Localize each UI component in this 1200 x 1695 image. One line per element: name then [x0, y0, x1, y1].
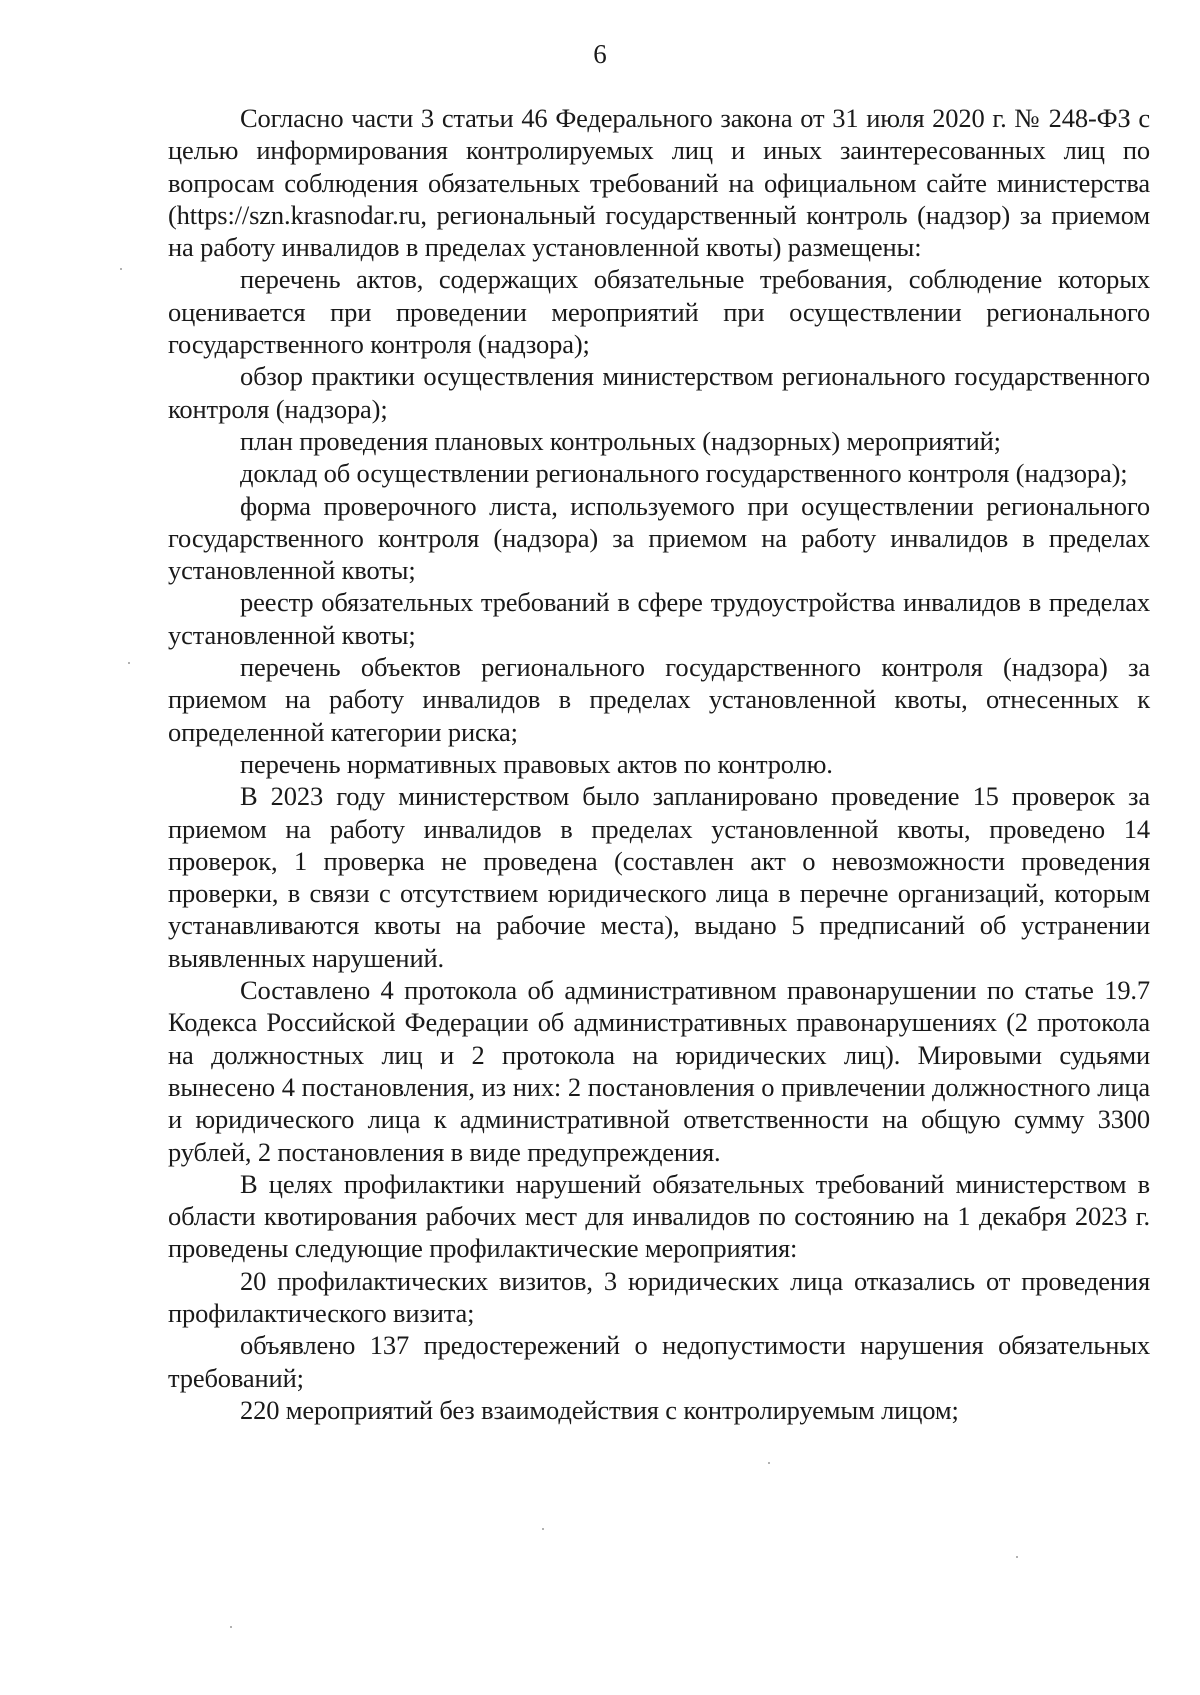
scan-speck	[120, 268, 122, 270]
page-number: 6	[593, 39, 607, 69]
list-item: 20 профилактических визитов, 3 юридических лица отказались от проведения профилактического визита;	[168, 1265, 1150, 1328]
scan-speck	[768, 1462, 770, 1464]
list-item: доклад об осуществлении регионального государственного контроля (надзора);	[240, 458, 1128, 489]
scan-speck	[542, 1528, 544, 1530]
list-item: перечень нормативных правовых актов по контролю.	[240, 748, 833, 779]
list-item: объявлено 137 предостережений о недопустимости нарушения обязательных требований;	[168, 1330, 1150, 1393]
list-item: план проведения плановых контрольных (надзорных) мероприятий;	[240, 425, 1001, 456]
document-body	[168, 102, 1150, 1426]
paragraph-protocols: Составлено 4 протокола об административном правонарушении по статье 19.7 Кодекса Российской Федерации об административных правонарушениях (2 протокола на должностных лиц и 2 протокола на юридических лиц). Мировыми судьями вынесено 4 постановления, из них: 2 постановления о привлечении должностного лица и юридического лица к административной ответственности на общую сумму 3300 рублей, 2 постановления в виде предупреждения.	[168, 975, 1150, 1167]
list-item: обзор практики осуществления министерством регионального государственного контроля (надзора);	[168, 361, 1150, 424]
list-item: 220 мероприятий без взаимодействия с контролируемым лицом;	[240, 1394, 959, 1425]
list-item: реестр обязательных требований в сфере трудоустройства инвалидов в пределах установленной квоты;	[168, 587, 1150, 650]
paragraph-legal-basis: Согласно части 3 статьи 46 Федерального закона от 31 июля 2020 г. № 248-ФЗ с целью информирования контролируемых лиц и иных заинтересованных лиц по вопросам соблюдения обязательных требований на официальном сайте министерства (https://szn.krasnodar.ru, региональный государственный контроль (надзор) за приемом на работу инвалидов в пределах установленной квоты) размещены:	[168, 103, 1150, 263]
scan-speck	[128, 662, 130, 664]
paragraph-prevention: В целях профилактики нарушений обязательных требований министерством в области квотирования рабочих мест для инвалидов по состоянию на 1 декабря 2023 г. проведены следующие профилактические мероприятия:	[168, 1168, 1150, 1264]
scan-speck	[230, 1626, 232, 1628]
paragraph-inspections: В 2023 году министерством было запланировано проведение 15 проверок за приемом на работу инвалидов в пределах установленной квоты, проведено 14 проверок, 1 проверка не проведена (составлен акт о невозможности проведения проверки, в связи с отсутствием юридического лица в перечне организаций, которым устанавливаются квоты на рабочие места), выдано 5 предписаний об устранении выявленных нарушений.	[168, 781, 1150, 973]
list-item: перечень объектов регионального государственного контроля (надзора) за приемом на работу инвалидов в пределах установленной квоты, отнесенных к определенной категории риска;	[168, 652, 1150, 747]
list-item: форма проверочного листа, используемого при осуществлении регионального государственного контроля (надзора) за приемом на работу инвалидов в пределах установленной квоты;	[168, 490, 1150, 586]
list-item: перечень актов, содержащих обязательные требования, соблюдение которых оценивается при проведении мероприятий при осуществлении регионального государственного контроля (надзора);	[168, 264, 1150, 360]
scan-speck	[1016, 1556, 1018, 1558]
